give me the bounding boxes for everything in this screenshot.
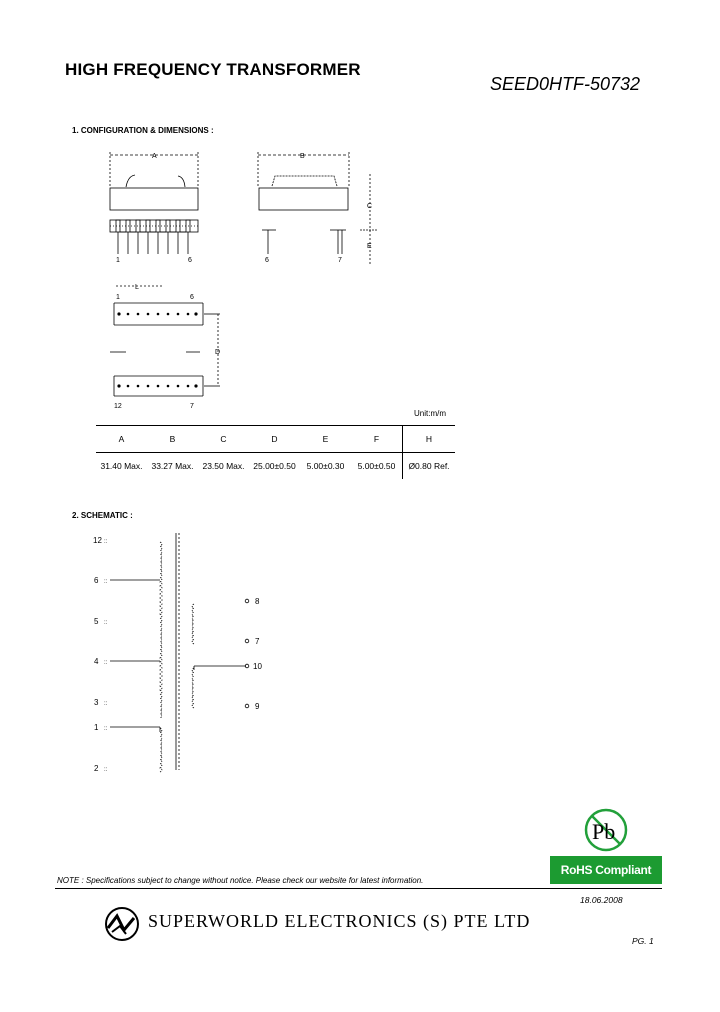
side-pin-label-6: 6	[265, 257, 269, 264]
dim-label-d: D	[215, 349, 221, 356]
table-cell: 31.40 Max.	[100, 461, 143, 471]
pb-symbol: Pb	[592, 819, 616, 844]
svg-text:::: ::	[104, 660, 108, 666]
schematic-pin-10: 10	[253, 662, 262, 671]
table-cell: 5.00±0.30	[306, 461, 345, 471]
schematic-pin-5: 5	[94, 617, 99, 626]
table-cell: 5.00±0.50	[357, 461, 396, 471]
bottom-pin-label-7: 7	[190, 403, 194, 410]
bottom-pin-label-6: 6	[190, 294, 194, 301]
table-header-cell: E	[300, 426, 351, 453]
dim-label-b: B	[300, 153, 305, 160]
dim-label-l: L	[135, 284, 139, 291]
schematic-pin-8: 8	[255, 597, 260, 606]
table-cell: Ø0.80 Ref.	[403, 453, 456, 480]
dim-label-e: E	[367, 243, 372, 250]
schematic-pin-1: 1	[94, 723, 99, 732]
bottom-pin-label-1: 1	[116, 294, 120, 301]
table-header-cell: A	[96, 426, 147, 453]
schematic-pin-2: 2	[94, 764, 99, 773]
table-header-cell: H	[403, 426, 456, 453]
table-header-row	[96, 426, 455, 453]
schematic-pin-4: 4	[94, 657, 99, 666]
document-title: HIGH FREQUENCY TRANSFORMER	[65, 60, 361, 79]
footer-note: NOTE : Specifications subject to change without notice. Please check our website for latest information.	[57, 876, 424, 885]
footer-divider	[55, 888, 662, 889]
svg-text:::: ::	[104, 726, 108, 732]
svg-text:::: ::	[104, 579, 108, 585]
svg-text:::: ::	[104, 701, 108, 707]
svg-text:::: ::	[104, 539, 108, 545]
part-number: SEED0HTF-50732	[490, 74, 641, 94]
section-schematic-heading: 2. SCHEMATIC :	[72, 511, 133, 520]
company-logo-icon	[104, 906, 140, 942]
bottom-pin-label-12: 12	[114, 403, 122, 410]
company-name: SUPERWORLD ELECTRONICS (S) PTE LTD	[148, 911, 531, 931]
section-configuration-heading: 1. CONFIGURATION & DIMENSIONS :	[72, 126, 214, 135]
svg-text:::: ::	[104, 767, 108, 773]
rohs-compliant-badge: RoHS Compliant	[550, 856, 662, 884]
schematic-diagram	[0, 530, 300, 780]
table-header-cell: C	[198, 426, 249, 453]
dim-label-c: C	[367, 203, 373, 210]
pin-label-1: 1	[116, 257, 120, 264]
schematic-pin-12: 12	[93, 536, 102, 545]
table-header-cell: B	[147, 426, 198, 453]
schematic-pin-6: 6	[94, 576, 99, 585]
table-cell: 25.00±0.50	[253, 461, 296, 471]
pb-free-icon	[582, 805, 632, 855]
pin-label-6: 6	[188, 257, 192, 264]
dimension-drawings	[0, 140, 460, 410]
svg-text:::: ::	[104, 620, 108, 626]
document-date: 18.06.2008	[580, 895, 623, 905]
unit-label: Unit:m/m	[414, 409, 446, 418]
table-header-cell: F	[351, 426, 403, 453]
side-pin-label-7: 7	[338, 257, 342, 264]
table-cell: 23.50 Max.	[202, 461, 245, 471]
table-row	[96, 453, 455, 480]
table-header-cell: D	[249, 426, 300, 453]
table-cell: 33.27 Max.	[151, 461, 194, 471]
page-number: PG. 1	[632, 936, 654, 946]
dimensions-table	[96, 425, 455, 479]
dim-label-a: A	[152, 153, 157, 160]
schematic-pin-7: 7	[255, 637, 260, 646]
schematic-pin-3: 3	[94, 698, 99, 707]
schematic-pin-9: 9	[255, 702, 260, 711]
